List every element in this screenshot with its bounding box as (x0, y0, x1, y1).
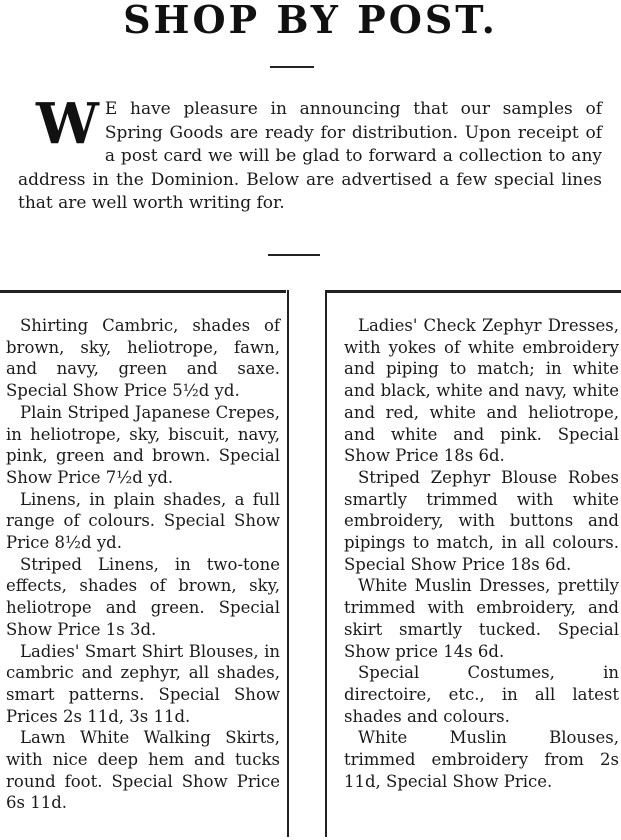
list-item: Linens, in plain shades, a full range of colours. Special Show Price 8½d yd. (6, 489, 280, 553)
list-item: Special Costumes, in directoire, etc., in all latest shades and colours. (344, 663, 619, 726)
dropcap: W (36, 91, 99, 157)
list-item: White Muslin Dresses, prettily trimmed with embroidery, and skirt smartly tucked. Special Show price 14s 6d. (344, 576, 619, 661)
intro-text: E have pleasure in announcing that our samples of Spring Goods are ready for distribution. Upon receipt of a post card we will be glad to forward a collection to any address in the Dominion. Below are advertised a few special lines that are well worth writing for. (18, 99, 602, 213)
right-column (326, 290, 621, 840)
list-item: Ladies' Smart Shirt Blouses, in cambric and zephyr, all shades, smart patterns. Special Show Prices 2s 11d, 3s 11d. (6, 641, 280, 726)
page-title: SHOP BY POST. (123, 0, 498, 42)
list-item: Shirting Cambric, shades of brown, sky, heliotrope, fawn, and navy, green and saxe. Special Show Price 5½d yd. (6, 316, 280, 401)
intro-paragraph (18, 91, 602, 216)
list-item: Lawn White Walking Skirts, with nice deep hem and tucks round foot. Special Show Price 6s 11d. (6, 728, 280, 813)
list-item: Striped Zephyr Blouse Robes smartly trimmed with white embroidery, with buttons and pipings to match, in all colours. Special Show Price 18s 6d. (344, 467, 619, 574)
list-item: Striped Linens, in two-tone effects, shades of brown, sky, heliotrope and green. Special Show Price 1s 3d. (6, 554, 280, 639)
column-divider-left (287, 290, 289, 837)
list-item: Ladies' Check Zephyr Dresses, with yokes of white embroidery and piping to match; in white and black, white and navy, white and red, white and heliotrope, and white and pink. Special Show Price 18s 6d. (344, 316, 619, 466)
list-item: Plain Striped Japanese Crepes, in heliotrope, sky, biscuit, navy, pink, green and brown. Special Show Price 7½d yd. (6, 402, 280, 487)
list-item: White Muslin Blouses, trimmed embroidery from 2s 11d, Special Show Price. (344, 728, 619, 791)
section-divider (268, 254, 320, 256)
left-column (0, 290, 286, 840)
ornamental-rule (270, 66, 314, 68)
